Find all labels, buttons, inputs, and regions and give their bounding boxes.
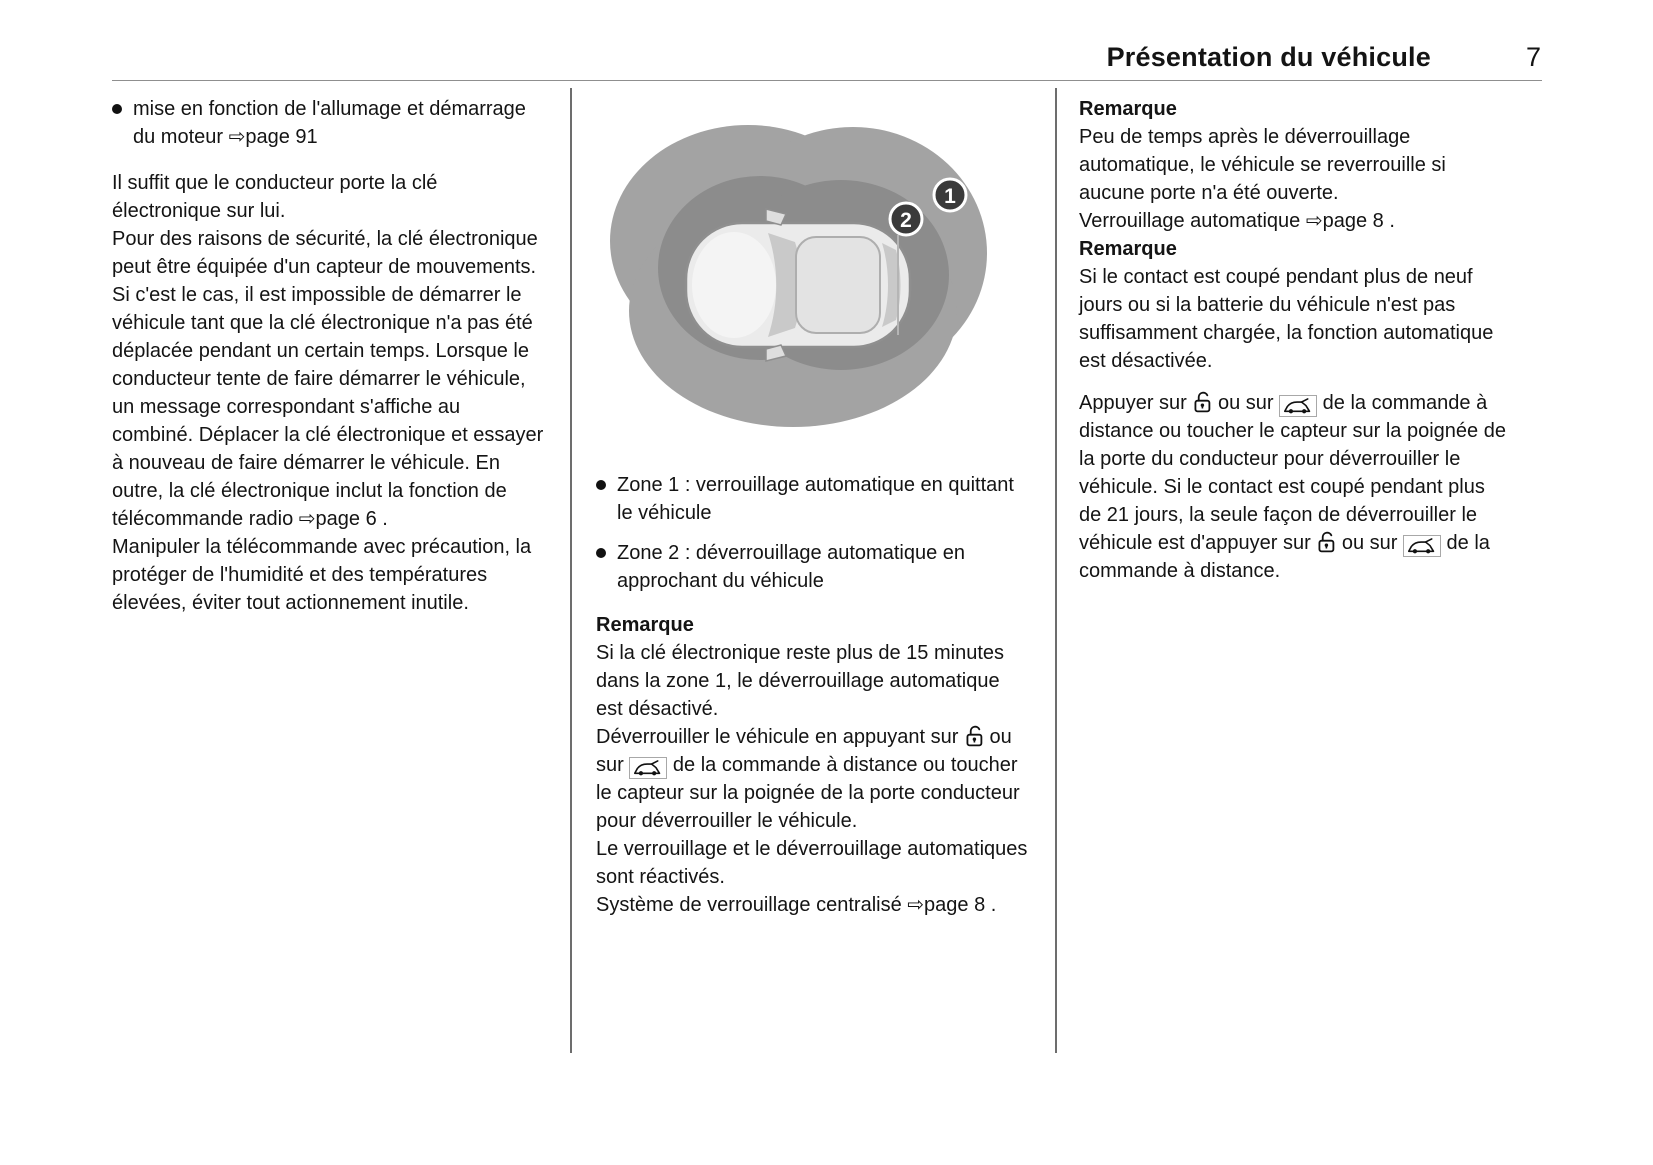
- text: Déverrouiller le véhicule en appuyant sur: [596, 726, 964, 748]
- text: ou sur: [1336, 532, 1403, 554]
- key-zones-illustration: [598, 103, 998, 443]
- list-item-text: Zone 2 : déverrouillage automatique en approchant du véhicule: [617, 542, 966, 592]
- paragraph: Peu de temps après le déverrouillage automatique, le véhicule se reverrouille si aucune porte n'a été ouverte.: [1079, 126, 1446, 204]
- text: .: [985, 894, 997, 916]
- page-link[interactable]: ⇨page 6: [298, 508, 377, 530]
- zone-marker-1: [934, 179, 966, 211]
- roof: [796, 237, 880, 333]
- list-item-text: Zone 1 : verrouillage automatique en quittant le véhicule: [617, 474, 1014, 524]
- svg-text:2: 2: [900, 209, 912, 232]
- text: de la commande à distance.: [1079, 532, 1490, 582]
- text: Système de verrouillage centralisé: [596, 894, 908, 916]
- paragraph: [596, 891, 1029, 919]
- zone-marker-2: [890, 203, 922, 235]
- tailgate-icon: [629, 757, 667, 779]
- list-item: [596, 471, 1029, 527]
- unlock-icon: [1192, 390, 1212, 413]
- paragraph: Si la clé électronique reste plus de 15 minutes dans la zone 1, le déverrouillage automatique est désactivé.: [596, 642, 1005, 720]
- bullet-icon: [596, 480, 606, 490]
- column-left: [112, 95, 545, 617]
- column-divider: [570, 88, 572, 1053]
- text: de la commande à distance ou toucher le capteur sur la poignée de la porte du conducteur pour déverrouiller le véhicule. Si le contact est coupé pendant plus de 21 jours, la seule façon de déverrouiller le véhicule est d'appuyer sur: [1079, 392, 1506, 554]
- paragraph: [1079, 389, 1512, 585]
- text: Appuyer sur: [1079, 392, 1193, 414]
- list-item-text: [133, 95, 545, 151]
- zone-list: [596, 471, 1029, 595]
- paragraph: Si le contact est coupé pendant plus de neuf jours ou si la batterie du véhicule n'est pas suffisamment chargée, la fonction automatique est désactivée.: [1079, 266, 1494, 372]
- text: .: [1383, 210, 1395, 232]
- text: Pour des raisons de sécurité, la clé électronique peut être équipée d'un capteur de mouvements. Si c'est le cas, il est impossible de démarrer le véhicule tant que la clé électronique n'a pas été déplacée pendant un certain temps. Lorsque le conducteur tente de faire démarrer le véhicule, un message correspondant s'affiche au combiné. Déplacer la clé électronique et essayer à nouveau de faire démarrer le véhicule. En outre, la clé électronique inclut la fonction de télécommande radio: [112, 228, 544, 530]
- column-middle: [596, 95, 1029, 919]
- paragraph: Manipuler la télécommande avec précaution, la protéger de l'humidité et des températures élevées, éviter tout actionnement inutile.: [112, 536, 532, 614]
- page-link[interactable]: ⇨page 91: [228, 126, 318, 148]
- svg-text:1: 1: [944, 185, 956, 208]
- remark-heading: Remarque: [596, 614, 694, 636]
- text: .: [376, 508, 388, 530]
- paragraph: Il suffit que le conducteur porte la clé électronique sur lui.: [112, 172, 438, 222]
- page-header: [112, 42, 1541, 73]
- text: Verrouillage automatique: [1079, 210, 1306, 232]
- page-title: Présentation du véhicule: [1106, 42, 1431, 72]
- tailgate-icon: [1279, 395, 1317, 417]
- remark-heading: Remarque: [1079, 238, 1177, 260]
- column-divider: [1055, 88, 1057, 1053]
- paragraph: Le verrouillage et le déverrouillage automatiques sont réactivés.: [596, 838, 1028, 888]
- text: ou sur: [596, 726, 1012, 776]
- paragraph: [112, 225, 545, 533]
- text: ou sur: [1212, 392, 1280, 414]
- bullet-icon: [112, 104, 122, 114]
- car-top-view: [686, 209, 910, 361]
- page-link[interactable]: ⇨page 8: [907, 894, 986, 916]
- bullet-icon: [596, 548, 606, 558]
- remark-heading: Remarque: [1079, 98, 1177, 120]
- unlock-icon: [1316, 530, 1336, 553]
- list-item: [596, 539, 1029, 595]
- paragraph: [1079, 207, 1512, 235]
- page-number: 7: [1525, 42, 1541, 72]
- header-rule: [112, 80, 1542, 81]
- unlock-icon: [964, 724, 984, 747]
- paragraph: [596, 723, 1029, 835]
- page-link[interactable]: ⇨page 8: [1305, 210, 1384, 232]
- text: de la commande à distance ou toucher le capteur sur la poignée de la porte conducteur pour déverrouiller le véhicule.: [596, 754, 1020, 832]
- list-item: [112, 95, 545, 151]
- tailgate-icon: [1403, 535, 1441, 557]
- column-right: [1079, 95, 1512, 585]
- text: mise en fonction de l'allumage et démarrage du moteur: [133, 98, 526, 148]
